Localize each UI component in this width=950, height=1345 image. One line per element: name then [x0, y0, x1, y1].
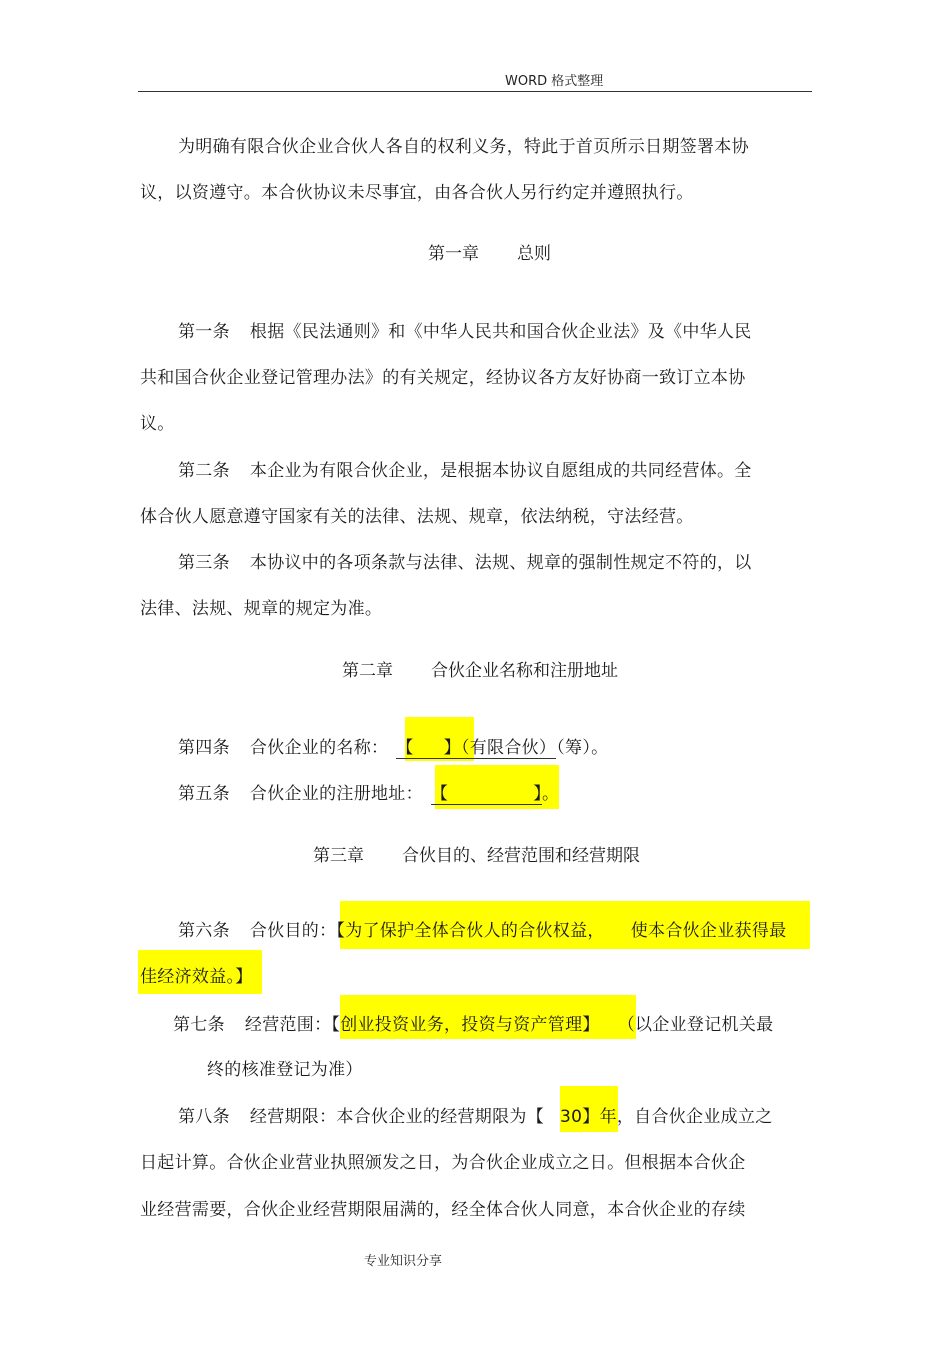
article-8-line-2: 日起计算。合伙企业营业执照颁发之日，为合伙企业成立之日。但根据本合伙企 [140, 1153, 746, 1173]
registered-address-field [431, 784, 542, 805]
article-1-line-3: 议。 [140, 414, 175, 434]
article-5-text: 合伙企业的注册地址： [249, 784, 423, 804]
bracket-open: 【 [396, 738, 414, 758]
article-8-line-3: 业经营需要，合伙企业经营期限届满的，经全体合伙人同意，本合伙企业的存续 [140, 1200, 746, 1220]
page-header: WORD 格式整理 [505, 74, 604, 89]
article-3-text: 本协议中的各项条款与法律、法规、规章的强制性规定不符的，以 [249, 553, 752, 573]
article-2-line-2: 体合伙人愿意遵守国家有关的法律、法规、规章，依法纳税，守法经营。 [140, 507, 694, 527]
article-3-line-2: 法律、法规、规章的规定为准。 [140, 599, 383, 619]
article-4-note: （筹）。 [556, 738, 609, 758]
article-7-tail: （以企业登记机关最 [617, 1015, 774, 1035]
article-3-line-1 [178, 552, 752, 574]
article-6-line-2: 佳经济效益。】 [140, 967, 253, 987]
chapter-3-number: 第三章 [313, 846, 364, 866]
article-2-line-1 [178, 460, 752, 482]
chapter-1-title: 总则 [517, 244, 551, 264]
article-1-line-1 [178, 321, 752, 343]
article-3-label: 第三条 [178, 553, 230, 573]
article-8-text: 经营期限：本合伙企业的经营期限为【 [249, 1107, 545, 1127]
enterprise-name-field [396, 738, 556, 759]
article-7-label: 第七条 [173, 1015, 225, 1035]
article-4-label: 第四条 [178, 738, 230, 758]
chapter-3-title: 合伙目的、经营范围和经营期限 [402, 846, 640, 866]
bracket-close: 】 [533, 784, 543, 804]
preamble-line-2: 议，以资遵守。本合伙协议未尽事宜，由各合伙人另行约定并遵照执行。 [140, 183, 694, 203]
article-7-line-2: 终的核准登记为准） [207, 1060, 363, 1080]
chapter-2-number: 第二章 [342, 661, 393, 681]
term-years: 30】 [560, 1107, 600, 1127]
preamble-line-1: 为明确有限合伙企业合伙人各自的权利义务，特此于首页所示日期签署本协 [178, 137, 749, 157]
purpose-text-1: 【为了保护全体合伙人的合伙权益， [336, 921, 605, 941]
article-4-line [178, 737, 608, 759]
header-rule [138, 91, 812, 92]
chapter-2-title: 合伙企业名称和注册地址 [431, 661, 618, 681]
article-1-label: 第一条 [178, 322, 230, 342]
article-6-label: 第六条 [178, 921, 230, 941]
chapter-2-heading [342, 660, 618, 682]
article-7-line-1 [173, 1014, 773, 1036]
article-8-tail: 年，自合伙企业成立之 [599, 1107, 773, 1127]
article-8-line-1 [178, 1106, 773, 1128]
chapter-3-heading [313, 845, 640, 867]
chapter-1-heading [428, 243, 551, 265]
business-scope: 【创业投资业务，投资与资产管理】 [331, 1015, 600, 1035]
article-5-line [178, 783, 559, 805]
article-2-label: 第二条 [178, 461, 230, 481]
article-6-text: 合伙目的： [249, 921, 337, 941]
bracket-open: 【 [430, 784, 449, 804]
article-1-text: 根据《民法通则》和《中华人民共和国合伙企业法》及《中华人民 [249, 322, 752, 342]
article-4-text: 合伙企业的名称： [249, 738, 389, 758]
article-2-text: 本企业为有限合伙企业，是根据本协议自愿组成的共同经营体。全 [249, 461, 752, 481]
article-6-line-1 [178, 920, 786, 942]
article-5-end: 。 [542, 784, 560, 804]
article-5-label: 第五条 [178, 784, 230, 804]
page-footer: 专业知识分享 [364, 1254, 443, 1269]
bracket-close: 】 [443, 738, 461, 758]
purpose-text-2: 使本合伙企业获得最 [630, 921, 787, 941]
chapter-1-number: 第一章 [428, 244, 479, 264]
enterprise-name-suffix: （有限合伙） [460, 738, 557, 758]
article-7-text: 经营范围： [244, 1015, 332, 1035]
article-8-label: 第八条 [178, 1107, 230, 1127]
article-1-line-2: 共和国合伙企业登记管理办法》的有关规定，经协议各方友好协商一致订立本协 [140, 368, 746, 388]
